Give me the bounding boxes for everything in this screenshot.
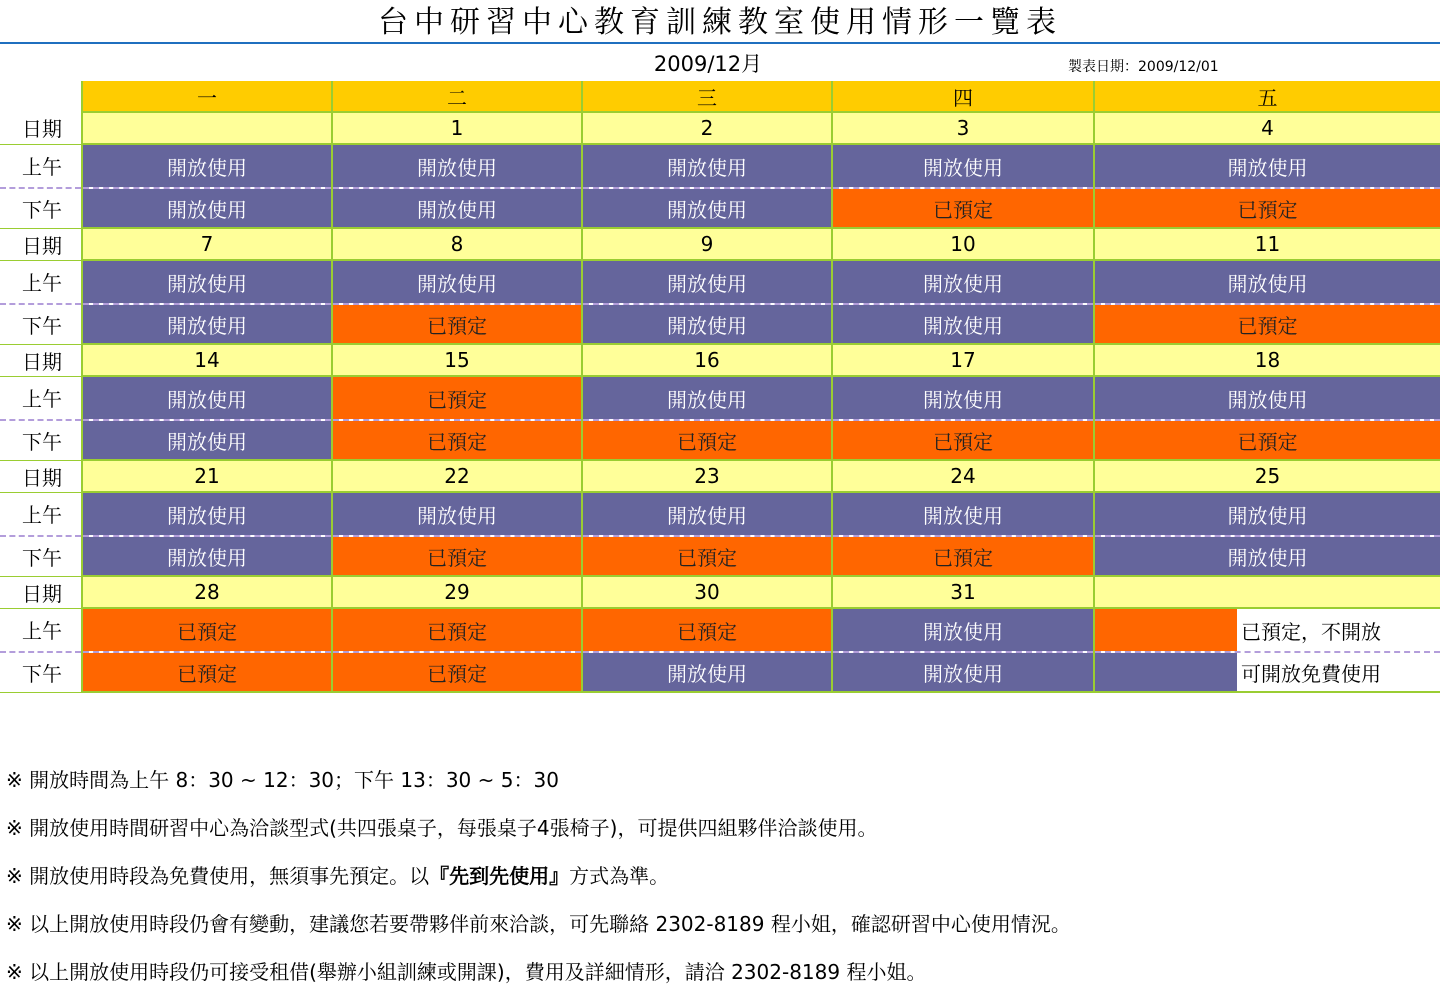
slot-open-cell: 開放使用 [832,492,1094,536]
legend-reserved-swatch [1095,609,1237,651]
slot-open-cell: 開放使用 [582,188,832,228]
legend-reserved-text: 已預定，不開放 [1241,619,1381,644]
date-cell: 14 [82,344,332,376]
row-label-am: 上午 [0,608,82,652]
row-label-pm: 下午 [0,420,82,460]
date-cell: 3 [832,112,1094,144]
date-cell: 2 [582,112,832,144]
weekday-header-3: 三 [582,81,832,112]
schedule-table [0,81,1440,693]
date-cell: 28 [82,576,332,608]
weekday-header-4: 四 [832,81,1094,112]
date-cell: 7 [82,228,332,260]
date-row [0,576,1440,608]
date-cell: 21 [82,460,332,492]
slot-reserved-cell: 已預定 [582,608,832,652]
row-label-am: 上午 [0,376,82,420]
slot-open-cell: 開放使用 [582,260,832,304]
date-cell: 8 [332,228,582,260]
made-date-label: 製表日期：2009/12/01 [1068,59,1219,75]
slot-open-cell: 開放使用 [82,420,332,460]
legend-open-cell [1094,652,1440,692]
slot-open-cell: 開放使用 [582,492,832,536]
slot-open-cell: 開放使用 [1094,144,1440,188]
note-5: ※ 以上開放使用時段仍可接受租借(舉辦小組訓練或開課)，費用及詳細情形，請洽 2302-8189 程小姐。 [6,960,927,984]
date-cell: 23 [582,460,832,492]
pm-row [0,188,1440,228]
slot-open-cell: 開放使用 [332,492,582,536]
slot-reserved-cell: 已預定 [832,536,1094,576]
date-cell: 25 [1094,460,1440,492]
row-label-am: 上午 [0,260,82,304]
pm-row [0,304,1440,344]
slot-open-cell: 開放使用 [1094,376,1440,420]
slot-open-cell: 開放使用 [832,652,1094,692]
slot-reserved-cell: 已預定 [82,608,332,652]
date-cell: 17 [832,344,1094,376]
title-divider [0,42,1440,44]
row-label-am: 上午 [0,492,82,536]
weekday-header-row [0,81,1440,112]
slot-reserved-cell: 已預定 [1094,304,1440,344]
note-text-bold: 『先到先使用』 [429,864,570,888]
slot-open-cell: 開放使用 [1094,536,1440,576]
slot-open-cell: 開放使用 [582,144,832,188]
slot-open-cell: 開放使用 [582,376,832,420]
slot-reserved-cell: 已預定 [332,376,582,420]
month-label: 2009/12月 [653,52,763,76]
weekday-header-1: 一 [82,81,332,112]
note-3 [6,858,1426,906]
date-cell: 15 [332,344,582,376]
date-cell: 1 [332,112,582,144]
slot-open-cell: 開放使用 [82,304,332,344]
row-label-pm: 下午 [0,652,82,692]
slot-open-cell: 開放使用 [332,260,582,304]
date-cell: 9 [582,228,832,260]
weekday-header-5: 五 [1094,81,1440,112]
date-row [0,228,1440,260]
slot-open-cell: 開放使用 [582,304,832,344]
date-cell: 16 [582,344,832,376]
am-row [0,608,1440,652]
slot-reserved-cell: 已預定 [1094,420,1440,460]
slot-reserved-cell: 已預定 [582,536,832,576]
slot-reserved-cell: 已預定 [332,304,582,344]
legend-reserved-cell [1094,608,1440,652]
date-cell: 24 [832,460,1094,492]
slot-open-cell: 開放使用 [832,304,1094,344]
legend-open-text: 可開放免費使用 [1241,661,1381,686]
row-label-date: 日期 [0,460,82,492]
date-cell: 11 [1094,228,1440,260]
weekday-header-2: 二 [332,81,582,112]
pm-row [0,420,1440,460]
slot-reserved-cell: 已預定 [332,652,582,692]
date-cell: 31 [832,576,1094,608]
slot-open-cell: 開放使用 [582,652,832,692]
date-cell [1094,576,1440,608]
slot-open-cell: 開放使用 [82,144,332,188]
slot-reserved-cell: 已預定 [82,652,332,692]
slot-open-cell: 開放使用 [332,188,582,228]
note-2: ※ 開放使用時間研習中心為洽談型式(共四張桌子，每張桌子4張椅子)，可提供四組夥伴洽談使用。 [6,816,878,840]
slot-open-cell: 開放使用 [82,188,332,228]
date-row [0,460,1440,492]
slot-reserved-cell: 已預定 [832,420,1094,460]
row-label-pm: 下午 [0,304,82,344]
slot-open-cell: 開放使用 [82,536,332,576]
pm-row [0,652,1440,692]
legend-open-swatch [1095,653,1237,691]
slot-open-cell: 開放使用 [82,376,332,420]
slot-open-cell: 開放使用 [832,260,1094,304]
row-label-date: 日期 [0,112,82,144]
row-label-pm: 下午 [0,188,82,228]
row-label-date: 日期 [0,344,82,376]
slot-reserved-cell: 已預定 [332,420,582,460]
slot-open-cell: 開放使用 [832,376,1094,420]
slot-open-cell: 開放使用 [832,144,1094,188]
date-cell: 29 [332,576,582,608]
slot-open-cell: 開放使用 [82,260,332,304]
pm-row [0,536,1440,576]
slot-reserved-cell: 已預定 [332,608,582,652]
note-4: ※ 以上開放使用時段仍會有變動，建議您若要帶夥伴前來洽談，可先聯絡 2302-8189 程小姐，確認研習中心使用情況。 [6,912,1071,936]
note-1: ※ 開放時間為上午 8：30 ~ 12：30；下午 13：30 ~ 5：30 [6,768,559,792]
date-row [0,344,1440,376]
am-row [0,260,1440,304]
note-text-post: 方式為準。 [569,864,670,888]
header-corner-cell [0,81,82,112]
date-cell: 4 [1094,112,1440,144]
slot-reserved-cell: 已預定 [582,420,832,460]
slot-open-cell: 開放使用 [1094,492,1440,536]
row-label-pm: 下午 [0,536,82,576]
note-text-pre: ※ 開放使用時段為免費使用，無須事先預定。以 [6,864,430,888]
row-label-date: 日期 [0,576,82,608]
am-row [0,144,1440,188]
date-cell: 30 [582,576,832,608]
slot-open-cell: 開放使用 [332,144,582,188]
slot-reserved-cell: 已預定 [832,188,1094,228]
date-row [0,112,1440,144]
date-cell: 18 [1094,344,1440,376]
page-title: 台中研習中心教育訓練教室使用情形一覽表 [378,5,1062,40]
notes-section [6,762,1426,1002]
slot-reserved-cell: 已預定 [332,536,582,576]
date-cell: 10 [832,228,1094,260]
slot-open-cell: 開放使用 [82,492,332,536]
date-cell: 22 [332,460,582,492]
am-row [0,492,1440,536]
slot-open-cell: 開放使用 [1094,260,1440,304]
slot-reserved-cell: 已預定 [1094,188,1440,228]
date-cell [82,112,332,144]
am-row [0,376,1440,420]
slot-open-cell: 開放使用 [832,608,1094,652]
row-label-am: 上午 [0,144,82,188]
row-label-date: 日期 [0,228,82,260]
